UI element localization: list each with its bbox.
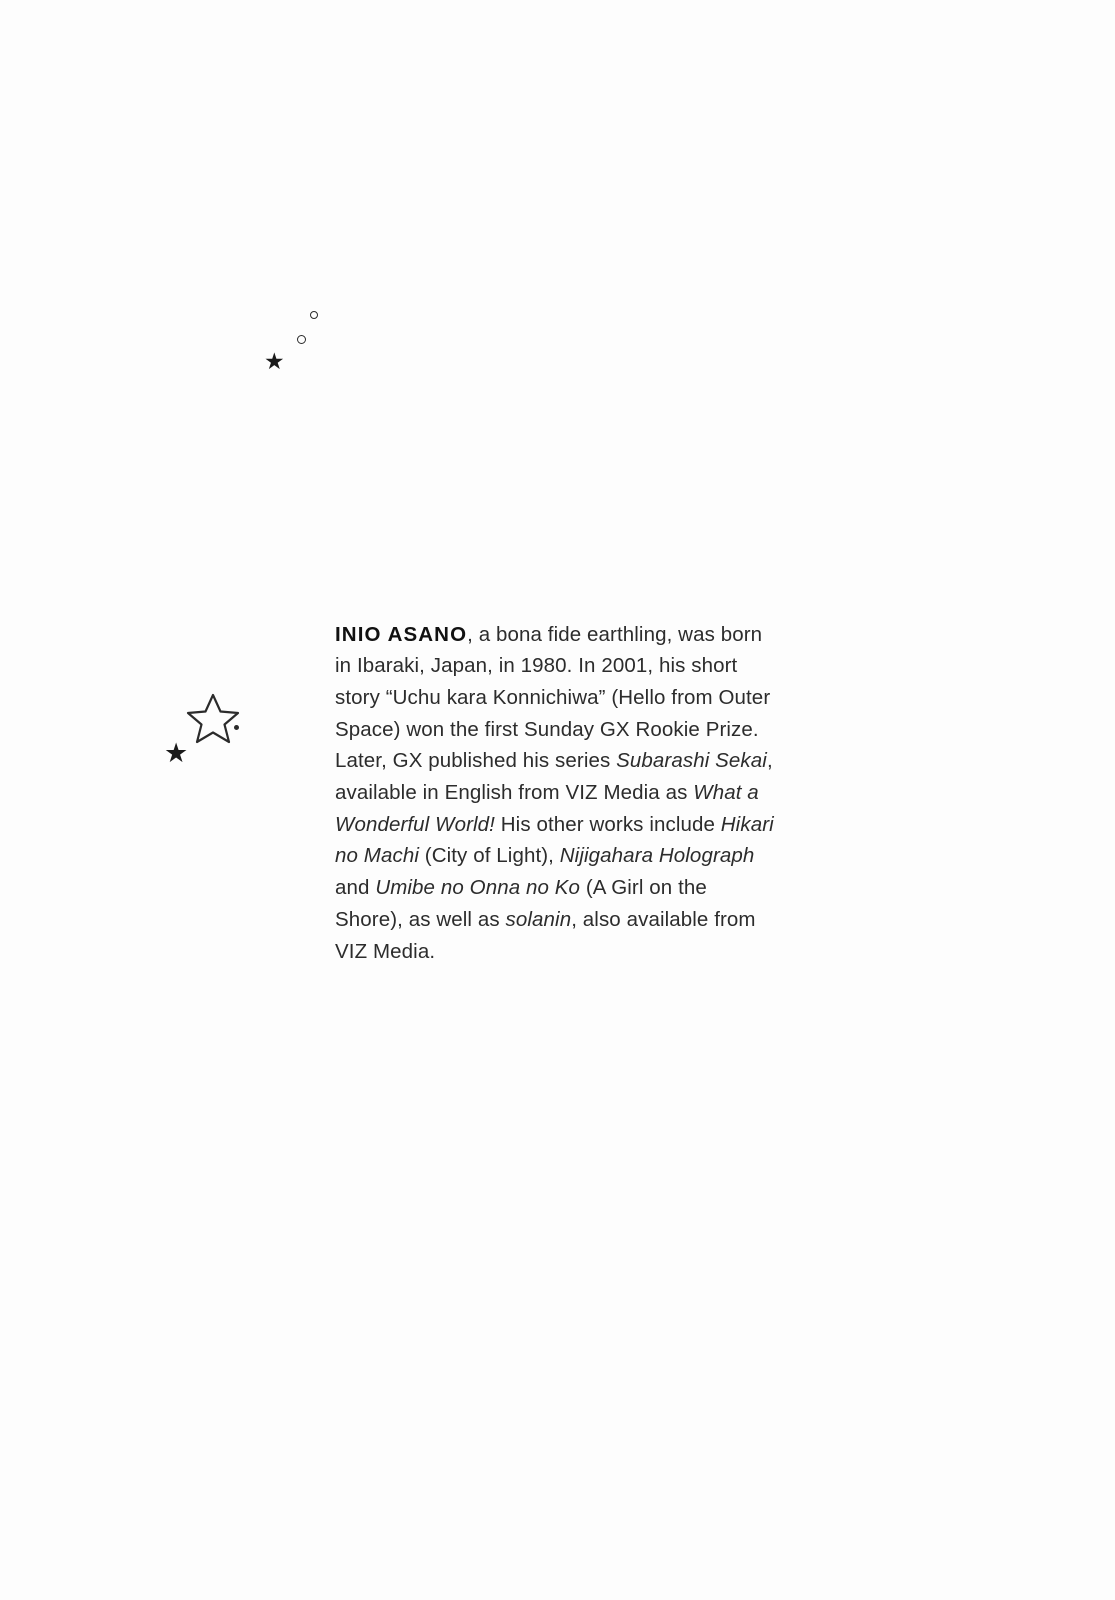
bio-segment-6: (City of Light),: [418, 844, 560, 868]
bio-segment-7: Nijigahara Holograph: [559, 844, 755, 868]
bio-segment-12: , also available from VIZ Media.: [335, 907, 756, 963]
bio-segment-11: solanin: [505, 907, 572, 931]
solid-star-icon: ★: [164, 738, 189, 768]
author-bio-paragraph: [335, 619, 780, 968]
solid-star-icon: ★: [264, 348, 285, 374]
bio-segment-1: Subarashi Sekai: [616, 749, 767, 773]
bio-segment-5: Hikari no Machi: [335, 812, 774, 868]
bio-segment-10: (A Girl on the Shore), as well as: [335, 876, 707, 931]
bio-segment-4: His other works include: [494, 812, 721, 836]
star-and-dots-cluster-top: [250, 295, 340, 390]
small-circle-dot-icon: [234, 725, 239, 730]
bio-segment-2: , available in English from VIZ Media as: [335, 749, 773, 805]
bio-segment-8: and: [335, 876, 376, 900]
bio-segment-0: , a bona fide earthling, was born in Ibaraki, Japan, in 1980. In 2001, his short story “Uchu kara Konnichiwa” (Hello from Outer Space) won the first Sunday GX Rookie Prize. Later, GX published his series: [335, 622, 771, 773]
small-circle-dot-icon: [297, 335, 306, 344]
bio-segment-3: What a Wonderful World!: [335, 781, 759, 836]
bio-segment-9: Umibe no Onna no Ko: [375, 876, 581, 900]
small-circle-dot-icon: [310, 311, 318, 319]
author-name: INIO ASANO: [335, 622, 468, 646]
star-and-dots-cluster-bottom: [160, 690, 270, 790]
outline-star-icon: [186, 692, 242, 744]
